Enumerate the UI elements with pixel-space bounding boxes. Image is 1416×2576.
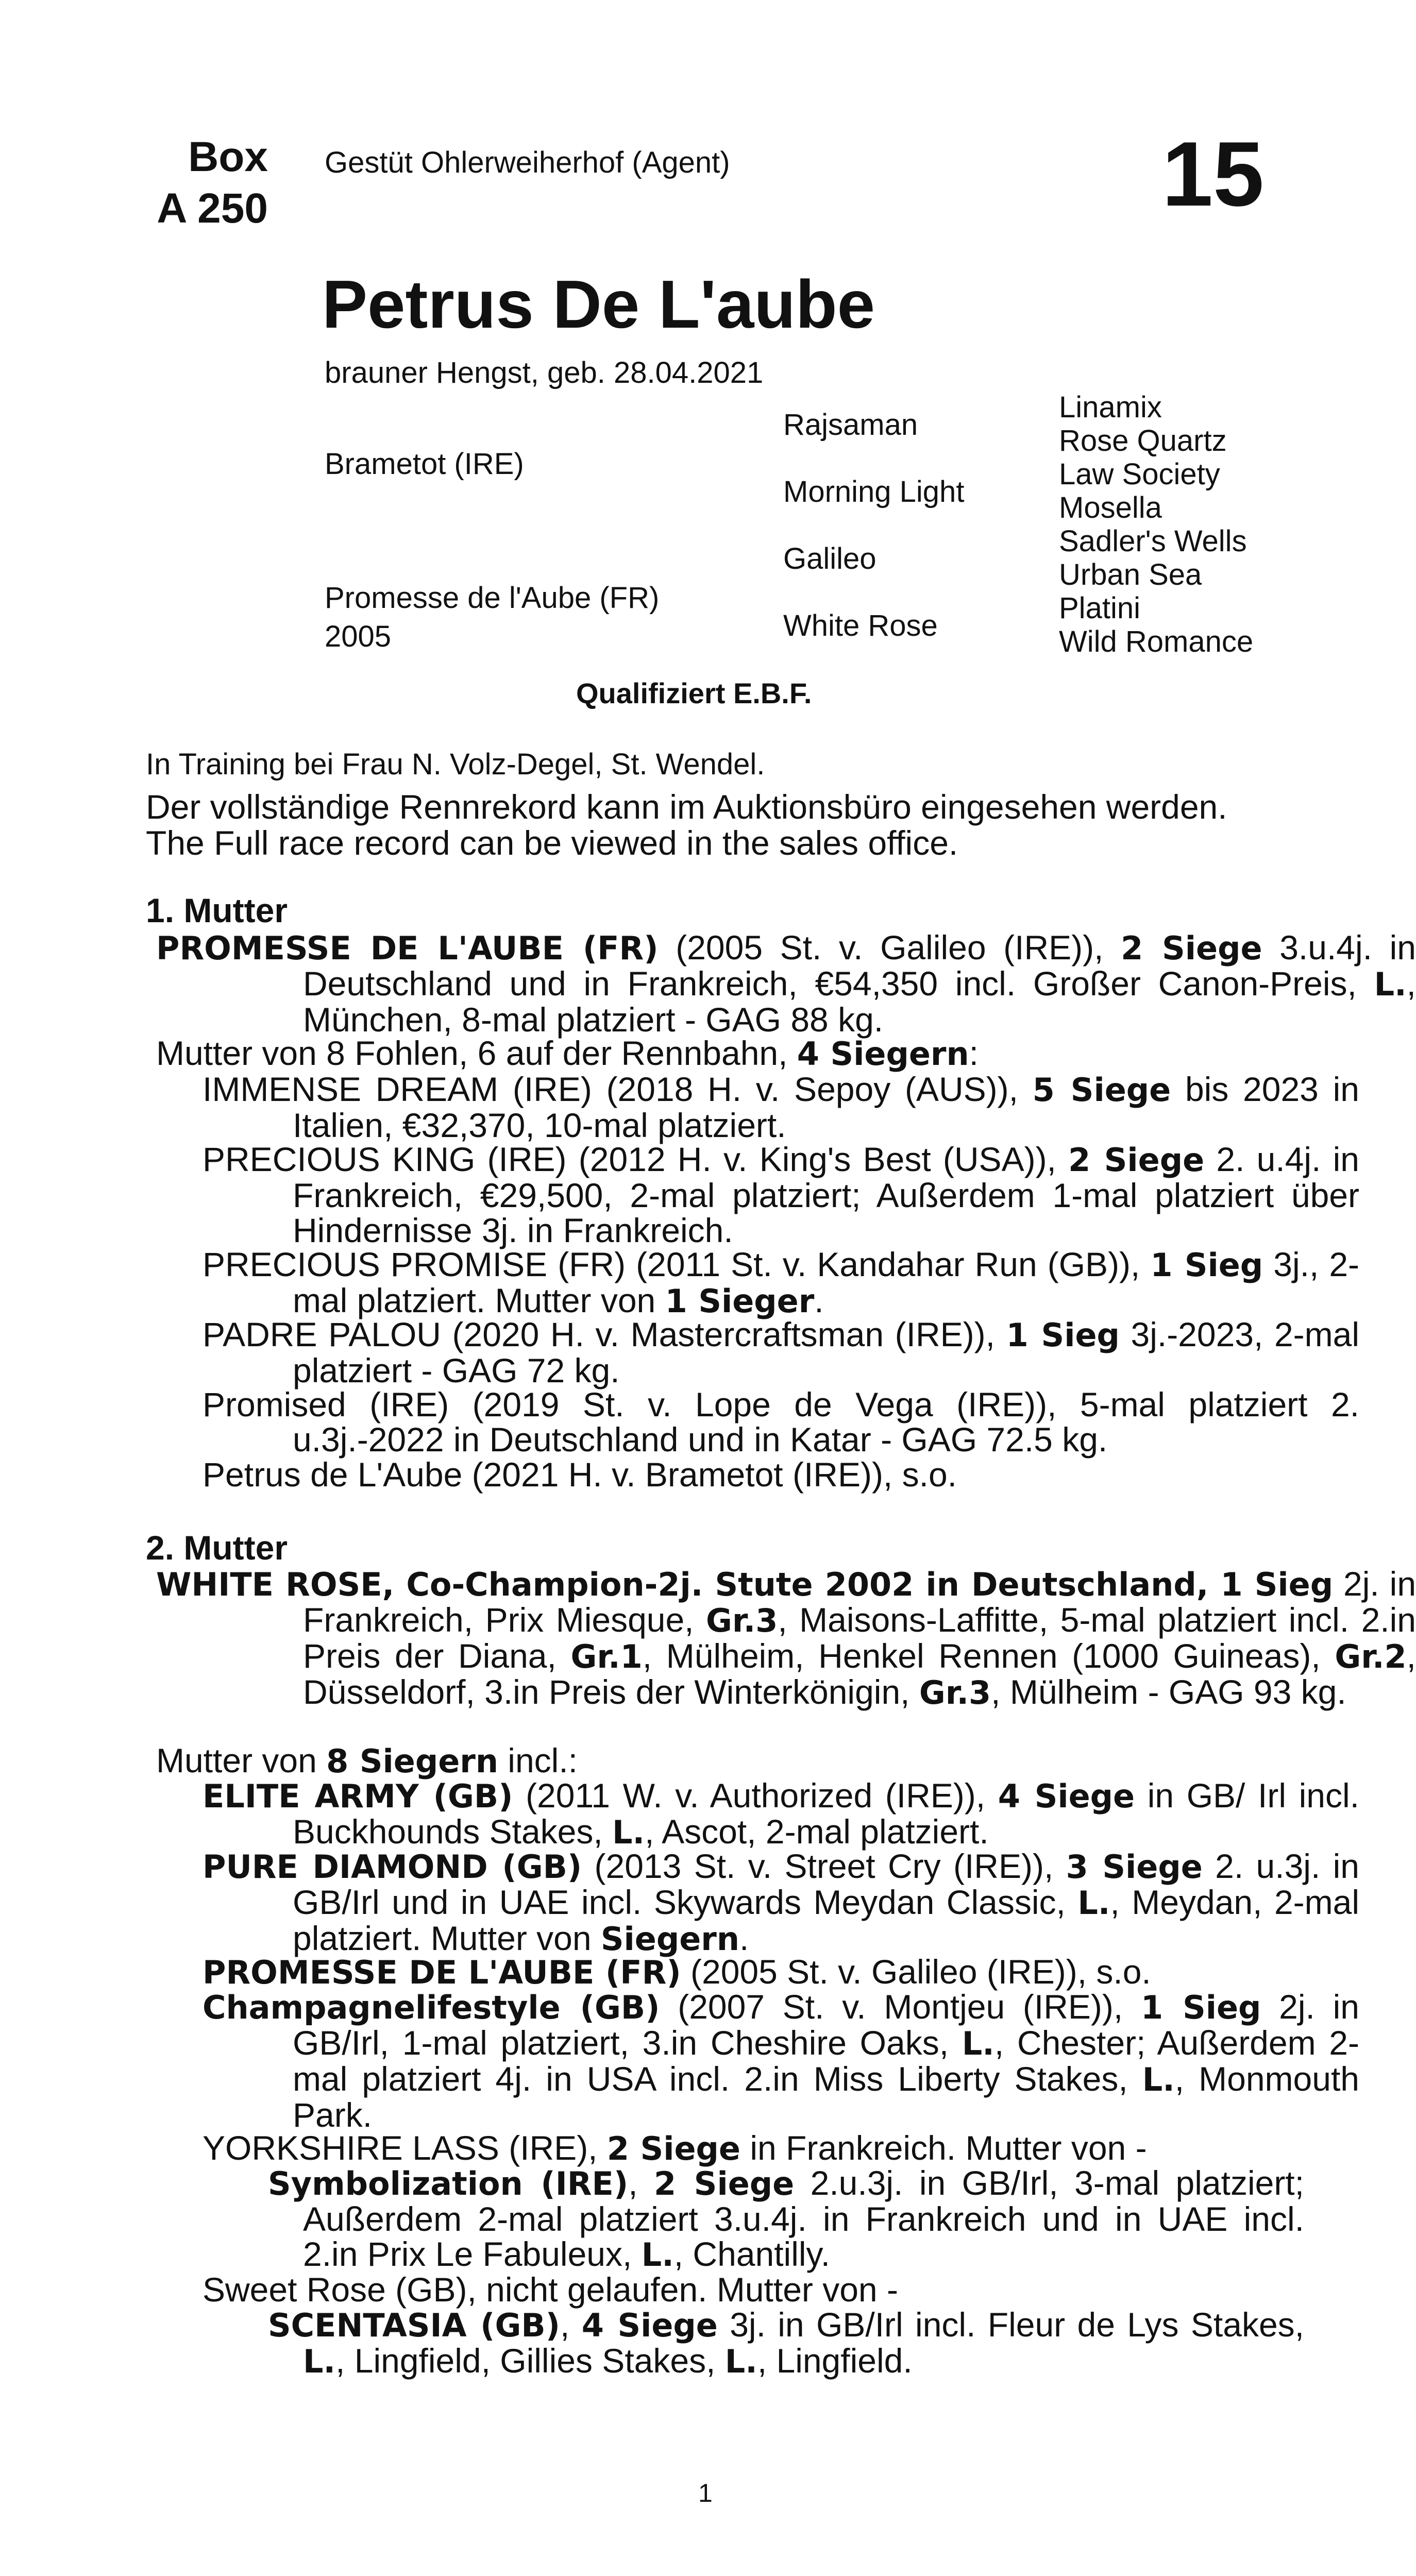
training-note: In Training bei Frau N. Volz-Degel, St. Wendel. — [146, 748, 765, 781]
gen3-ancestor: Law Society — [1059, 457, 1220, 491]
list-item: PRECIOUS PROMISE (FR) (2011 St. v. Kandahar Run (GB)), 1 Sieg 3j., 2-mal platziert. Mutter von 1 Sieger. — [203, 1245, 1360, 1320]
dam-year: 2005 — [325, 620, 392, 653]
gen3-ancestor: Urban Sea — [1059, 558, 1202, 591]
second-dam-record: WHITE ROSE, Co-Champion-2j. Stute 2002 in Deutschland, 1 Sieg 2j. in Frankreich, Prix Miesque, Gr.3, Maisons-Laffitte, 5-mal platziert incl. 2.in Preis der Diana, Gr.1, Mülheim, Henkel Rennen (1000 Guineas), Gr.2, Düsseldorf, 3.in Preis der Winterkönigin, Gr.3, Mülheim - GAG 93 kg. — [156, 1565, 1416, 1711]
gen3-ancestor: Rose Quartz — [1059, 424, 1227, 457]
consignor: Gestüt Ohlerweiherhof (Agent) — [325, 146, 730, 179]
list-item: YORKSHIRE LASS (IRE), 2 Siege in Frankreich. Mutter von - — [203, 2129, 1147, 2167]
first-dam-produce-summary: Mutter von 8 Fohlen, 6 auf der Rennbahn, 4 Siegern: — [156, 1034, 979, 1073]
list-item: Petrus de L'Aube (2021 H. v. Brametot (IRE)), s.o. — [203, 1455, 957, 1494]
list-item: Champagnelifestyle (GB) (2007 St. v. Montjeu (IRE)), 1 Sieg 2j. in GB/Irl, 1-mal platziert, 3.in Cheshire Oaks, L., Chester; Außerdem 2-mal platziert 4j. in USA incl. 2.in Miss Liberty Stakes, L., Monmouth Park. — [203, 1988, 1359, 2134]
sire: Brametot (IRE) — [325, 447, 524, 481]
list-item: PROMESSE DE L'AUBE (FR) (2005 St. v. Galileo (IRE)), s.o. — [203, 1953, 1151, 1991]
box-number: A 250 — [157, 185, 268, 232]
record-note-de: Der vollständige Rennrekord kann im Auktionsbüro eingesehen werden. — [146, 788, 1227, 826]
box-word: Box — [188, 133, 268, 180]
lot-number: 15 — [1162, 123, 1264, 225]
second-dam-name: WHITE ROSE — [156, 1566, 382, 1603]
qualification: Qualifiziert E.B.F. — [576, 677, 812, 709]
horse-description: brauner Hengst, geb. 28.04.2021 — [325, 356, 764, 389]
horse-name: Petrus De L'aube — [322, 266, 875, 342]
second-dam-produce-summary: Mutter von 8 Siegern incl.: — [156, 1741, 578, 1780]
gen3-ancestor: Wild Romance — [1059, 625, 1254, 658]
list-item: Sweet Rose (GB), nicht gelaufen. Mutter von - — [203, 2270, 898, 2309]
list-item: Symbolization (IRE), 2 Siege 2.u.3j. in GB/Irl, 3-mal platziert; Außerdem 2-mal platziert 3.u.4j. in Frankreich und in UAE incl. 2.in Prix Le Fabuleux, L., Chantilly. — [268, 2164, 1304, 2274]
first-dam-record: PROMESSE DE L'AUBE (FR) (2005 St. v. Galileo (IRE)), 2 Siege 3.u.4j. in Deutschland und in Frankreich, €54,350 incl. Großer Canon-Preis, L., München, 8-mal platziert - GAG 88 kg. — [156, 928, 1416, 1039]
first-dam-name: PROMESSE DE L'AUBE (FR) — [156, 929, 659, 967]
box-label — [103, 131, 268, 234]
sire-sire: Rajsaman — [783, 408, 918, 442]
list-item: SCENTASIA (GB), 4 Siege 3j. in GB/Irl incl. Fleur de Lys Stakes, L., Lingfield, Gillies Stakes, L., Lingfield. — [268, 2306, 1304, 2380]
list-item: ELITE ARMY (GB) (2011 W. v. Authorized (IRE)), 4 Siege in GB/ Irl incl. Buckhounds Stakes, L., Ascot, 2-mal platziert. — [203, 1776, 1359, 1851]
gen3-ancestor: Linamix — [1059, 391, 1162, 424]
list-item: PADRE PALOU (2020 H. v. Mastercraftsman (IRE)), 1 Sieg 3j.-2023, 2-mal platziert - GAG 72 kg. — [203, 1315, 1359, 1389]
gen3-ancestor: Mosella — [1059, 491, 1162, 524]
list-item: Promised (IRE) (2019 St. v. Lope de Vega (IRE)), 5-mal platziert 2. u.3j.-2022 in Deutschland und in Katar - GAG 72.5 kg. — [203, 1385, 1359, 1459]
gen3-ancestor: Platini — [1059, 591, 1140, 625]
dam-dam: White Rose — [783, 609, 938, 642]
record-note-en: The Full race record can be viewed in the sales office. — [146, 824, 958, 862]
list-item: PURE DIAMOND (GB) (2013 St. v. Street Cry (IRE)), 3 Siege 2. u.3j. in GB/Irl und in UAE incl. Skywards Meydan Classic, L., Meydan, 2-mal platziert. Mutter von Siegern. — [203, 1847, 1360, 1958]
dam-sire: Galileo — [783, 542, 876, 575]
second-dam-heading: 2. Mutter — [146, 1529, 288, 1567]
list-item: IMMENSE DREAM (IRE) (2018 H. v. Sepoy (AUS)), 5 Siege bis 2023 in Italien, €32,370, 10-mal platziert. — [203, 1070, 1359, 1144]
first-dam-heading: 1. Mutter — [146, 891, 288, 929]
gen3-ancestor: Sadler's Wells — [1059, 524, 1247, 558]
page-number: 1 — [698, 2479, 713, 2507]
list-item: PRECIOUS KING (IRE) (2012 H. v. King's Best (USA)), 2 Siege 2. u.4j. in Frankreich, €29,500, 2-mal platziert; Außerdem 1-mal platziert über Hindernisse 3j. in Frankreich. — [203, 1140, 1360, 1249]
sire-dam: Morning Light — [783, 475, 965, 509]
dam: Promesse de l'Aube (FR) — [325, 581, 660, 615]
